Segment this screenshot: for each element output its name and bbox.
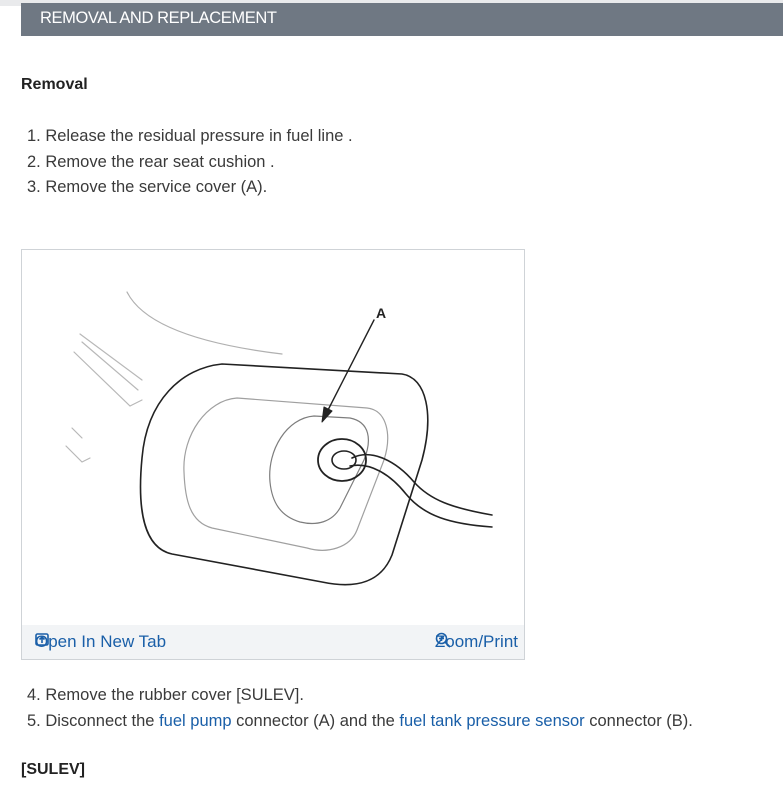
section-header <box>21 3 783 36</box>
sulev-heading: [SULEV] <box>21 761 85 778</box>
open-external-icon <box>35 632 50 647</box>
callout-label-a: A <box>376 305 387 321</box>
step-1: 1. Release the residual pressure in fuel line . <box>27 127 353 145</box>
step-5-middle: connector (A) and the <box>231 711 400 730</box>
fuel-tank-pressure-sensor-link[interactable]: fuel tank pressure sensor <box>399 711 585 730</box>
service-cover-figure <box>21 249 525 660</box>
step-3: 3. Remove the service cover (A). <box>27 178 268 196</box>
figure-toolbar <box>22 625 524 659</box>
removal-heading: Removal <box>21 76 88 93</box>
step-4: 4. Remove the rubber cover [SULEV]. <box>27 686 304 704</box>
open-in-new-tab-label: Open In New Tab <box>35 632 167 651</box>
fuel-pump-link[interactable]: fuel pump <box>159 711 232 730</box>
removal-steps-list-continued <box>27 683 693 734</box>
removal-steps-list <box>27 124 353 201</box>
zoom-print-link[interactable] <box>435 632 518 652</box>
section-title: REMOVAL AND REPLACEMENT <box>40 9 277 27</box>
step-2: 2. Remove the rear seat cushion . <box>27 152 275 171</box>
step-5 <box>27 709 693 735</box>
zoom-print-label: Zoom/Print <box>434 632 518 651</box>
open-in-new-tab-link[interactable] <box>35 632 166 652</box>
step-5-prefix: 5. Disconnect the <box>27 711 160 730</box>
step-5-suffix: connector (B). <box>584 711 693 730</box>
zoom-in-icon <box>435 632 451 648</box>
service-cover-illustration <box>22 250 524 626</box>
